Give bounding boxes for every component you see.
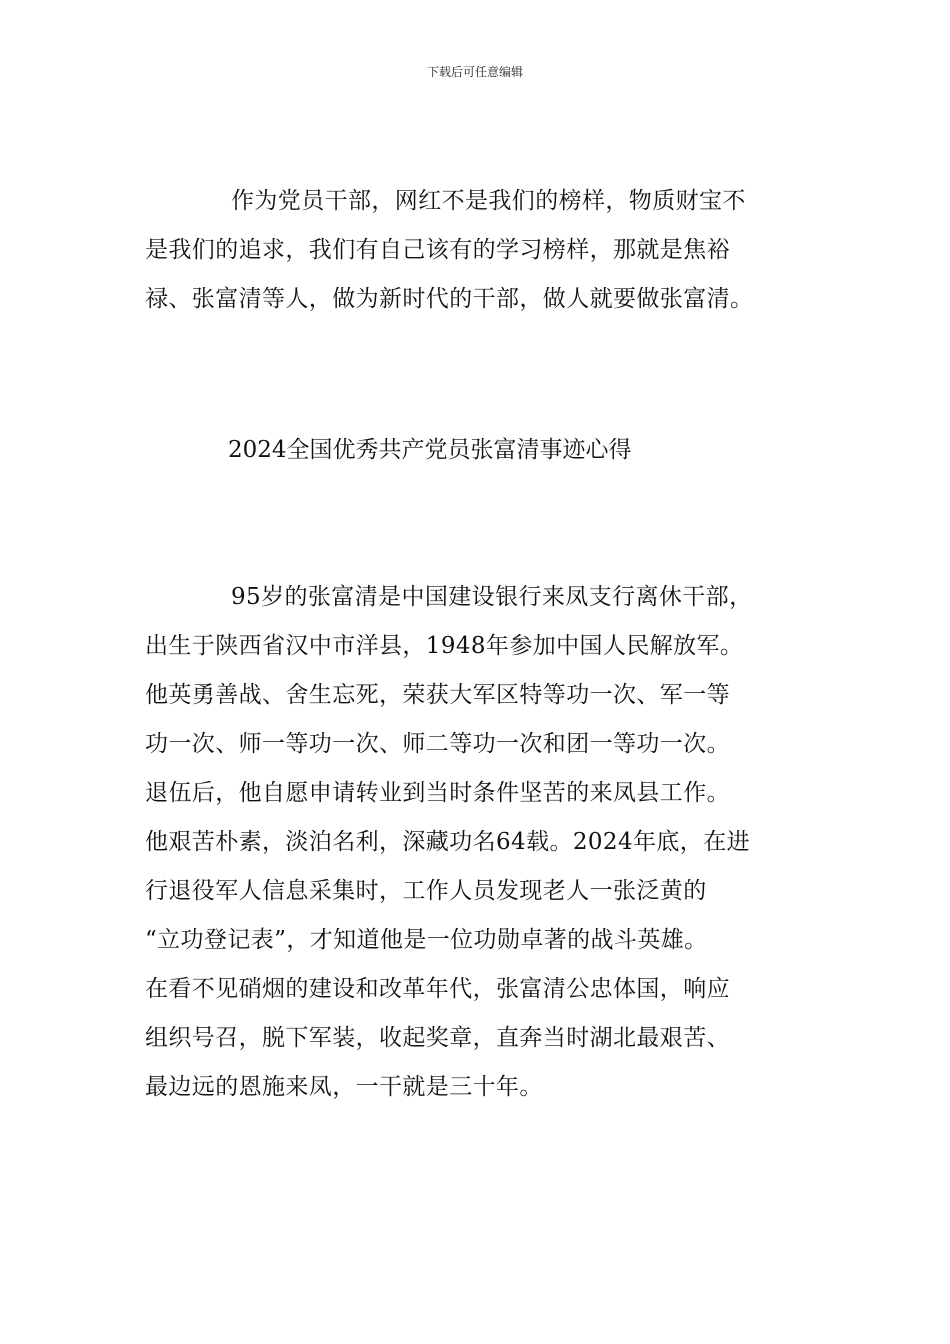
document-title: 2024全国优秀共产党员张富清事迹心得 xyxy=(228,437,632,463)
paragraph-line: 组织号召，脱下军装，收起奖章，直奔当时湖北最艰苦、 xyxy=(145,1025,730,1051)
paragraph-line: 作为党员干部，网红不是我们的榜样，物质财宝不 xyxy=(231,188,746,214)
paragraph-line: 他艰苦朴素，淡泊名利，深藏功名64载。2024年底，在进 xyxy=(145,829,750,855)
paragraph-line: 功一次、师一等功一次、师二等功一次和团一等功一次。 xyxy=(145,731,730,757)
paragraph-line: 在看不见硝烟的建设和改革年代，张富清公忠体国，响应 xyxy=(145,976,730,1002)
paragraph-line: 出生于陕西省汉中市洋县，1948年参加中国人民解放军。 xyxy=(145,633,744,659)
paragraph-line: 行退役军人信息采集时，工作人员发现老人一张泛黄的 xyxy=(145,878,707,904)
paragraph-line: 最边远的恩施来凤，一干就是三十年。 xyxy=(145,1074,543,1100)
paragraph-line: 95岁的张富清是中国建设银行来凤支行离休干部， xyxy=(231,584,753,610)
paragraph-line: 退伍后，他自愿申请转业到当时条件坚苦的来凤县工作。 xyxy=(145,780,730,806)
page-header-note: 下载后可任意编辑 xyxy=(426,65,523,79)
paragraph-line: 他英勇善战、舍生忘死，荣获大军区特等功一次、军一等 xyxy=(145,682,730,708)
paragraph-body xyxy=(145,573,805,1112)
paragraph-line: 是我们的追求，我们有自己该有的学习榜样，那就是焦裕 xyxy=(145,237,730,263)
paragraph-line: “立功登记表”，才知道他是一位功勋卓著的战斗英雄。 xyxy=(145,927,708,953)
paragraph-intro xyxy=(145,177,805,324)
paragraph-line: 禄、张富清等人，做为新时代的干部，做人就要做张富清。 xyxy=(145,286,754,312)
